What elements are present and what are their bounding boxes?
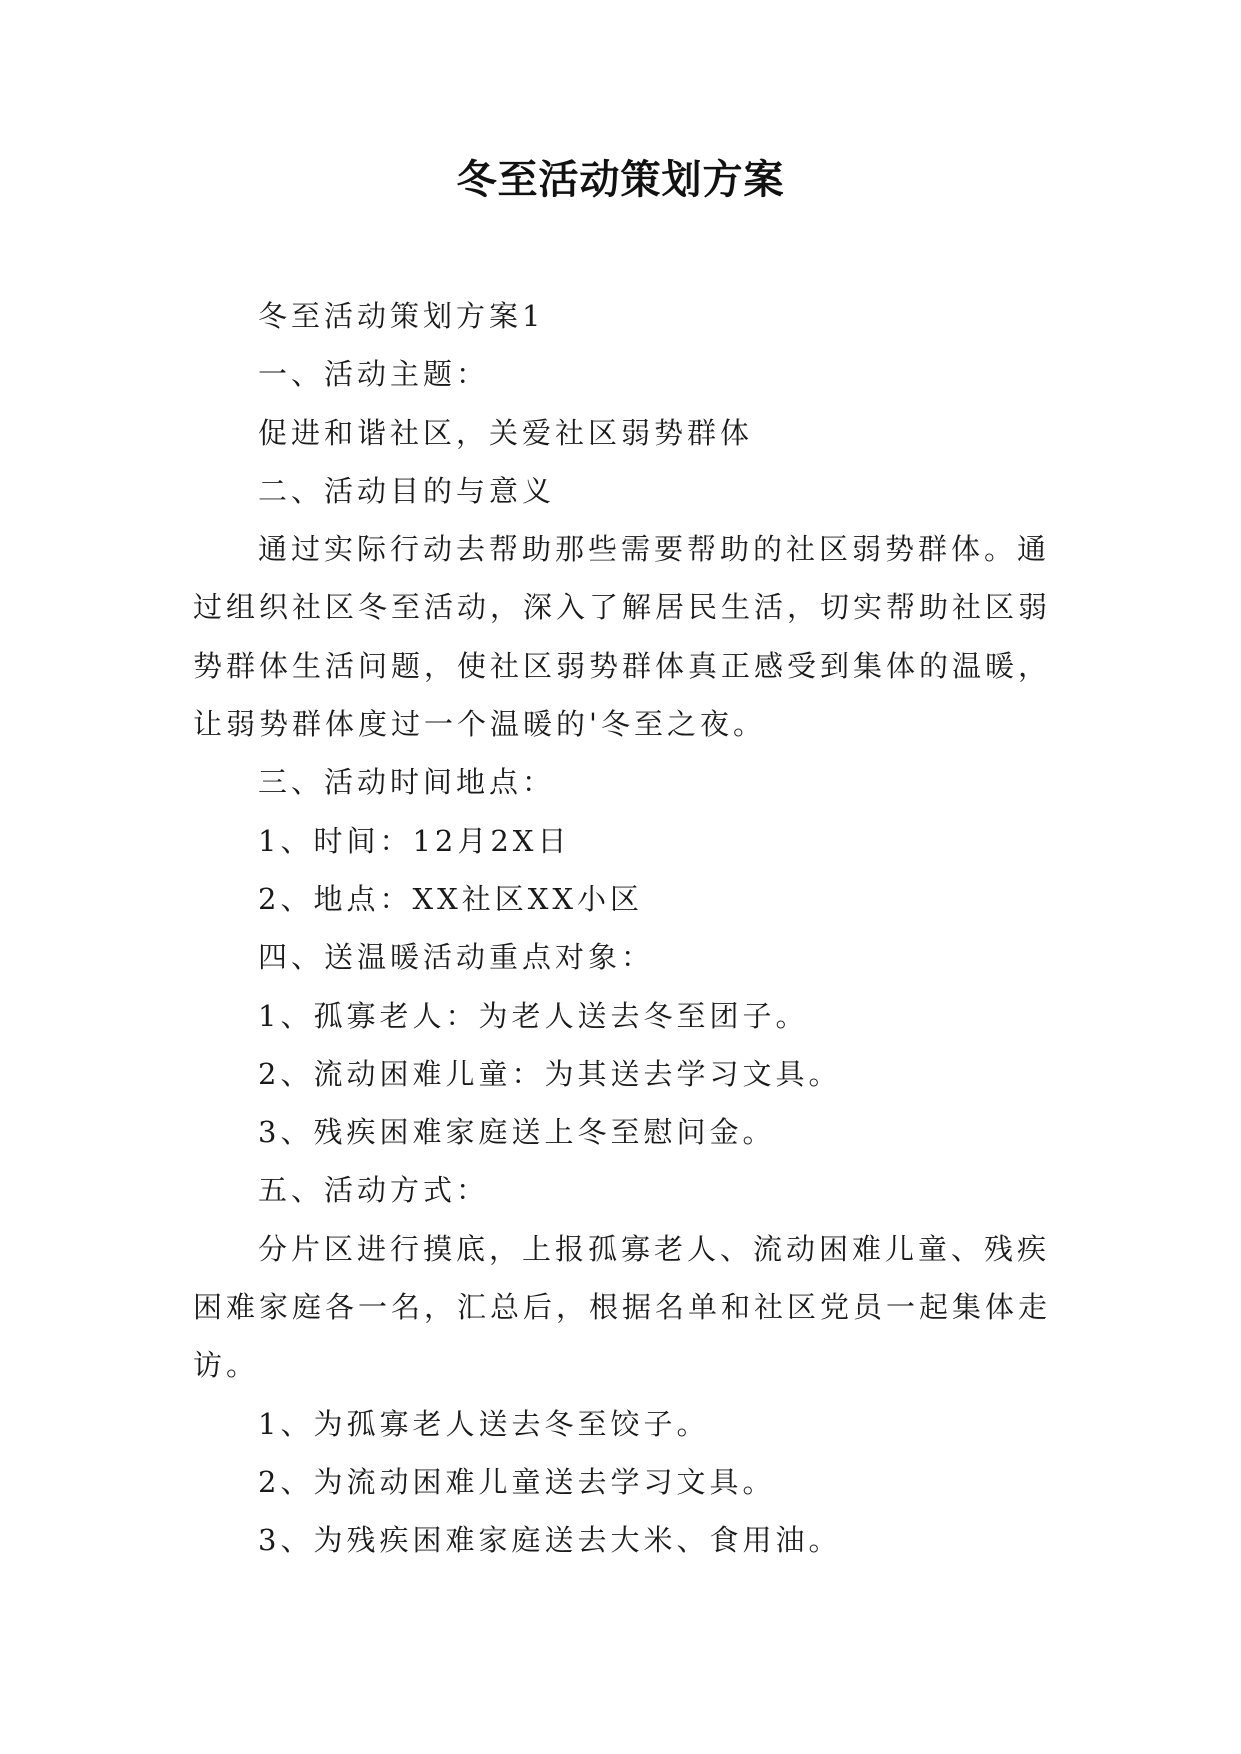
section-heading-purpose: 二、活动目的与意义 — [258, 473, 556, 508]
list-item-target-children: 2、流动困难儿童：为其送去学习文具。 — [258, 1056, 842, 1091]
list-item-target-elderly: 1、孤寡老人：为老人送去冬至团子。 — [258, 998, 809, 1033]
document-title: 冬至活动策划方案 — [456, 157, 785, 203]
list-item-method-children: 2、为流动困难儿童送去学习文具。 — [258, 1464, 776, 1499]
paragraph-subtitle: 冬至活动策划方案1 — [258, 299, 545, 333]
section-heading-theme: 一、活动主题： — [258, 357, 490, 392]
list-item-method-disabled: 3、为残疾困难家庭送去大米、食用油。 — [258, 1523, 842, 1558]
list-item-target-disabled: 3、残疾困难家庭送上冬至慰问金。 — [258, 1115, 776, 1150]
section-heading-targets: 四、送温暖活动重点对象： — [258, 940, 655, 975]
list-item-place: 2、地点：XX社区XX小区 — [258, 881, 644, 916]
section-heading-time-place: 三、活动时间地点： — [258, 765, 556, 800]
section-heading-method: 五、活动方式： — [258, 1173, 490, 1208]
list-item-time: 1、时间：12月2X日 — [258, 823, 571, 858]
paragraph-theme: 促进和谐社区，关爱社区弱势群体 — [258, 415, 754, 450]
paragraph-method: 分片区进行摸底，上报孤寡老人、流动困难儿童、残疾困难家庭各一名，汇总后，根据名单和社区党员一起集体走访。 — [193, 1231, 1052, 1383]
list-item-method-elderly: 1、为孤寡老人送去冬至饺子。 — [258, 1406, 710, 1441]
document-body — [193, 287, 1055, 1570]
paragraph-purpose: 通过实际行动去帮助那些需要帮助的社区弱势群体。通过组织社区冬至活动，深入了解居民生活，切实帮助社区弱势群体生活问题，使社区弱势群体真正感受到集体的温暖，让弱势群体度过一个温暖的'冬至之夜。 — [193, 532, 1052, 742]
